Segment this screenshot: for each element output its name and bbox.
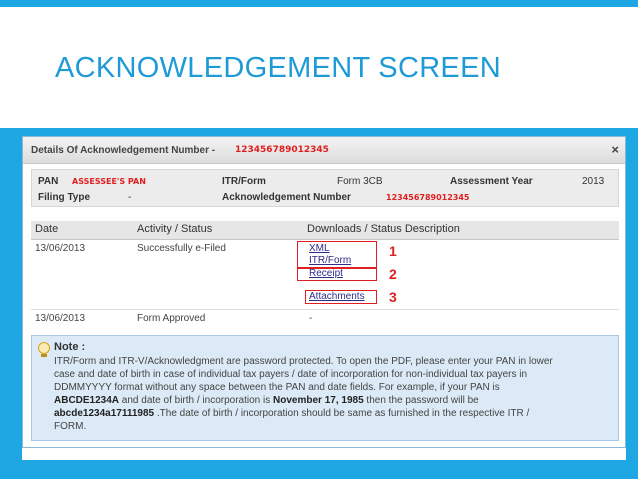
dialog-header-label: Details Of Acknowledgement Number - [31,145,216,156]
note-line-4 [54,395,479,406]
attachments-link[interactable]: Attachments [309,291,365,302]
marker-3: 3 [389,289,397,305]
note-title: Note : [54,341,86,353]
panel-bottom-strip [22,448,626,460]
receipt-link[interactable]: Receipt [309,268,343,279]
dialog-header-ack-number: 123456789012345 [235,145,329,155]
note-line-4-end: then the password will be [363,395,479,406]
note-line-4-mid: and date of birth / incorporation is [119,395,274,406]
table-header [31,221,619,240]
itr-form-link[interactable]: ITR/Form [309,255,352,266]
note-line-5-end: .The date of birth / incorporation should be same as furnished in the respective ITR / [154,408,530,419]
assessment-year-value: 2013 [582,176,605,187]
marker-1: 1 [389,243,397,259]
note-line-3: DDMMYYYY format without any space between the PAN and date fields. For example, if your PAN is [54,382,500,393]
example-password: abcde1234a17111985 [54,408,155,419]
col-downloads: Downloads / Status Description [307,223,460,235]
filing-type-label: Filing Type [38,192,91,203]
note-line-5 [54,408,529,419]
info-box [31,169,619,207]
row-separator [31,309,619,310]
lightbulb-icon [38,342,50,354]
row1-activity: Successfully e-Filed [137,243,226,254]
note-line-2: case and date of birth in case of individual tax payers / date of incorporation for non-individual tax payers in [54,369,528,380]
row1-date: 13/06/2013 [35,243,86,254]
row2-description: - [309,313,313,324]
dialog-header [23,137,625,164]
acknowledgement-dialog [22,136,626,448]
assessment-year-label: Assessment Year [450,176,533,187]
slide-top-area [0,0,638,128]
itr-label: ITR/Form [222,176,266,187]
filing-type-value: - [128,192,132,203]
xml-link[interactable]: XML [309,243,330,254]
example-date: November 17, 1985 [273,395,364,406]
lightbulb-base-icon [41,354,47,357]
itr-value: Form 3CB [337,176,383,187]
ack-number-label: Acknowledgement Number [222,192,351,203]
slide-accent-bar [0,0,638,7]
close-icon[interactable]: × [611,142,619,157]
pan-label: PAN [38,176,59,187]
pan-value: ASSESSEE'S PAN [72,177,146,186]
example-pan: ABCDE1234A [54,395,120,406]
note-line-1: ITR/Form and ITR-V/Acknowledgment are password protected. To open the PDF, please enter your PAN in lower [54,356,553,367]
ack-number-value: 123456789012345 [386,193,470,202]
marker-2: 2 [389,266,397,282]
note-line-6: FORM. [54,421,87,432]
col-date: Date [35,223,59,235]
row2-date: 13/06/2013 [35,313,86,324]
col-activity: Activity / Status [137,223,213,235]
row2-activity: Form Approved [137,313,206,324]
note-box [31,335,619,441]
slide-title: ACKNOWLEDGEMENT SCREEN [55,52,501,84]
